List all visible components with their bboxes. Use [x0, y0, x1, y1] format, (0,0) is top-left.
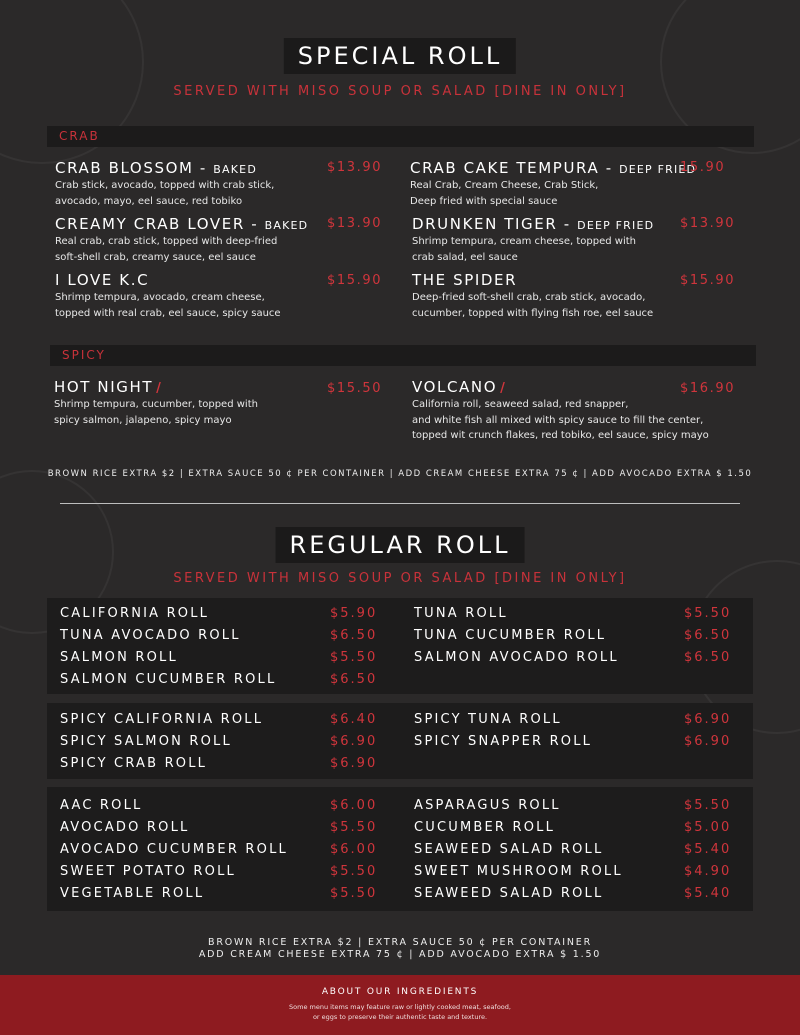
- chili-slash-icon: /: [500, 381, 507, 396]
- roll-name: AAC ROLL: [60, 798, 143, 813]
- special-item-desc: Deep-fried soft-shell crab, crab stick, avocado, cucumber, topped with flying fish roe, eel sauce: [412, 292, 654, 319]
- roll-price: $5.50: [684, 606, 732, 621]
- roll-name: ASPARAGUS ROLL: [414, 798, 561, 813]
- special-item-price: $15.50: [327, 381, 383, 396]
- category-crab: CRAB: [47, 126, 754, 147]
- category-spicy: SPICY: [50, 345, 756, 366]
- special-item-desc: Crab stick, avocado, topped with crab stick, avocado, mayo, eel sauce, red tobiko: [55, 180, 275, 207]
- special-item-name: THE SPIDER: [412, 271, 518, 289]
- roll-price: $6.90: [330, 756, 378, 771]
- roll-name: SEAWEED SALAD ROLL: [414, 886, 604, 901]
- special-item-price: $16.90: [680, 381, 736, 396]
- regular-extras-line1: BROWN RICE EXTRA $2 | EXTRA SAUCE 50 ¢ PER CONTAINER: [208, 937, 592, 948]
- roll-name: TUNA AVOCADO ROLL: [60, 628, 241, 643]
- roll-price: $6.50: [330, 672, 378, 687]
- roll-price: $6.50: [330, 628, 378, 643]
- footer-title: ABOUT OUR INGREDIENTS: [321, 987, 479, 997]
- roll-price: $6.00: [330, 798, 378, 813]
- special-item-name: VOLCANO /: [412, 378, 507, 396]
- section-divider: [60, 503, 740, 504]
- roll-name: TUNA CUCUMBER ROLL: [414, 628, 607, 643]
- regular-roll-title: REGULAR ROLL: [276, 527, 525, 563]
- chili-slash-icon: /: [156, 381, 163, 396]
- special-item-desc: Shrimp tempura, avocado, cream cheese, topped with real crab, eel sauce, spicy sauce: [55, 292, 281, 319]
- special-extras-note: BROWN RICE EXTRA $2 | EXTRA SAUCE 50 ¢ PER CONTAINER | ADD CREAM CHEESE EXTRA 75 ¢ | ADD AVOCADO EXTRA $ 1.50: [47, 469, 753, 479]
- roll-name: SALMON AVOCADO ROLL: [414, 650, 619, 665]
- roll-price: $5.50: [330, 820, 378, 835]
- roll-name: AVOCADO ROLL: [60, 820, 190, 835]
- roll-price: $6.90: [684, 712, 732, 727]
- roll-name: SPICY CRAB ROLL: [60, 756, 208, 771]
- footer-banner: [0, 975, 800, 1035]
- roll-name: SALMON CUCUMBER ROLL: [60, 672, 277, 687]
- footer-text: Some menu items may feature raw or lightly cooked meat, seafood, or eggs to preserve their authentic taste and texture.: [289, 1003, 511, 1021]
- special-item-price: 15.90: [680, 160, 726, 175]
- special-item-price: $13.90: [327, 216, 383, 231]
- special-roll-title: SPECIAL ROLL: [284, 38, 516, 74]
- special-item-name: CRAB CAKE TEMPURA - DEEP FRIED: [410, 159, 697, 177]
- roll-price: $5.00: [684, 820, 732, 835]
- roll-name: SWEET POTATO ROLL: [60, 864, 236, 879]
- roll-price: $6.00: [330, 842, 378, 857]
- roll-name: SWEET MUSHROOM ROLL: [414, 864, 623, 879]
- roll-price: $5.90: [330, 606, 378, 621]
- roll-price: $5.50: [684, 798, 732, 813]
- roll-name: SALMON ROLL: [60, 650, 178, 665]
- roll-name: CALIFORNIA ROLL: [60, 606, 210, 621]
- roll-name: VEGETABLE ROLL: [60, 886, 205, 901]
- roll-name: SPICY SALMON ROLL: [60, 734, 232, 749]
- special-item-desc: Shrimp tempura, cream cheese, topped with crab salad, eel sauce: [412, 236, 637, 263]
- special-item-desc: Real crab, crab stick, topped with deep-fried soft-shell crab, creamy sauce, eel sauce: [55, 236, 278, 263]
- roll-price: $5.40: [684, 842, 732, 857]
- roll-price: $6.90: [684, 734, 732, 749]
- special-item-name: CREAMY CRAB LOVER - BAKED: [55, 215, 309, 233]
- special-item-desc: Real Crab, Cream Cheese, Crab Stick, Deep fried with special sauce: [410, 180, 599, 207]
- special-item-price: $15.90: [680, 273, 736, 288]
- roll-name: SPICY TUNA ROLL: [414, 712, 562, 727]
- special-item-name: HOT NIGHT /: [54, 378, 163, 396]
- special-item-price: $15.90: [327, 273, 383, 288]
- roll-price: $6.50: [684, 628, 732, 643]
- roll-price: $6.40: [330, 712, 378, 727]
- roll-name: SPICY CALIFORNIA ROLL: [60, 712, 264, 727]
- roll-price: $6.50: [684, 650, 732, 665]
- regular-roll-subtitle: SERVED WITH MISO SOUP OR SALAD [DINE IN ONLY]: [173, 571, 627, 586]
- roll-name: SPICY SNAPPER ROLL: [414, 734, 593, 749]
- roll-price: $5.40: [684, 886, 732, 901]
- roll-name: SEAWEED SALAD ROLL: [414, 842, 604, 857]
- special-item-name: I LOVE K.C: [55, 271, 150, 289]
- roll-name: AVOCADO CUCUMBER ROLL: [60, 842, 288, 857]
- roll-name: CUCUMBER ROLL: [414, 820, 556, 835]
- special-item-name: CRAB BLOSSOM - BAKED: [55, 159, 258, 177]
- special-item-desc: California roll, seaweed salad, red snapper, and white fish all mixed with spicy sauce to fill the center, topped wit crunch flakes, red tobiko, eel sauce, spicy mayo: [412, 399, 709, 441]
- special-item-price: $13.90: [680, 216, 736, 231]
- roll-price: $5.50: [330, 864, 378, 879]
- roll-name: TUNA ROLL: [414, 606, 508, 621]
- special-item-name: DRUNKEN TIGER - DEEP FRIED: [412, 215, 655, 233]
- special-item-desc: Shrimp tempura, cucumber, topped with spicy salmon, jalapeno, spicy mayo: [54, 399, 258, 426]
- roll-price: $6.90: [330, 734, 378, 749]
- roll-price: $4.90: [684, 864, 732, 879]
- roll-price: $5.50: [330, 650, 378, 665]
- regular-extras-line2: ADD CREAM CHEESE EXTRA 75 ¢ | ADD AVOCADO EXTRA $ 1.50: [198, 949, 602, 960]
- roll-price: $5.50: [330, 886, 378, 901]
- special-item-price: $13.90: [327, 160, 383, 175]
- special-roll-subtitle: SERVED WITH MISO SOUP OR SALAD [DINE IN ONLY]: [173, 84, 627, 99]
